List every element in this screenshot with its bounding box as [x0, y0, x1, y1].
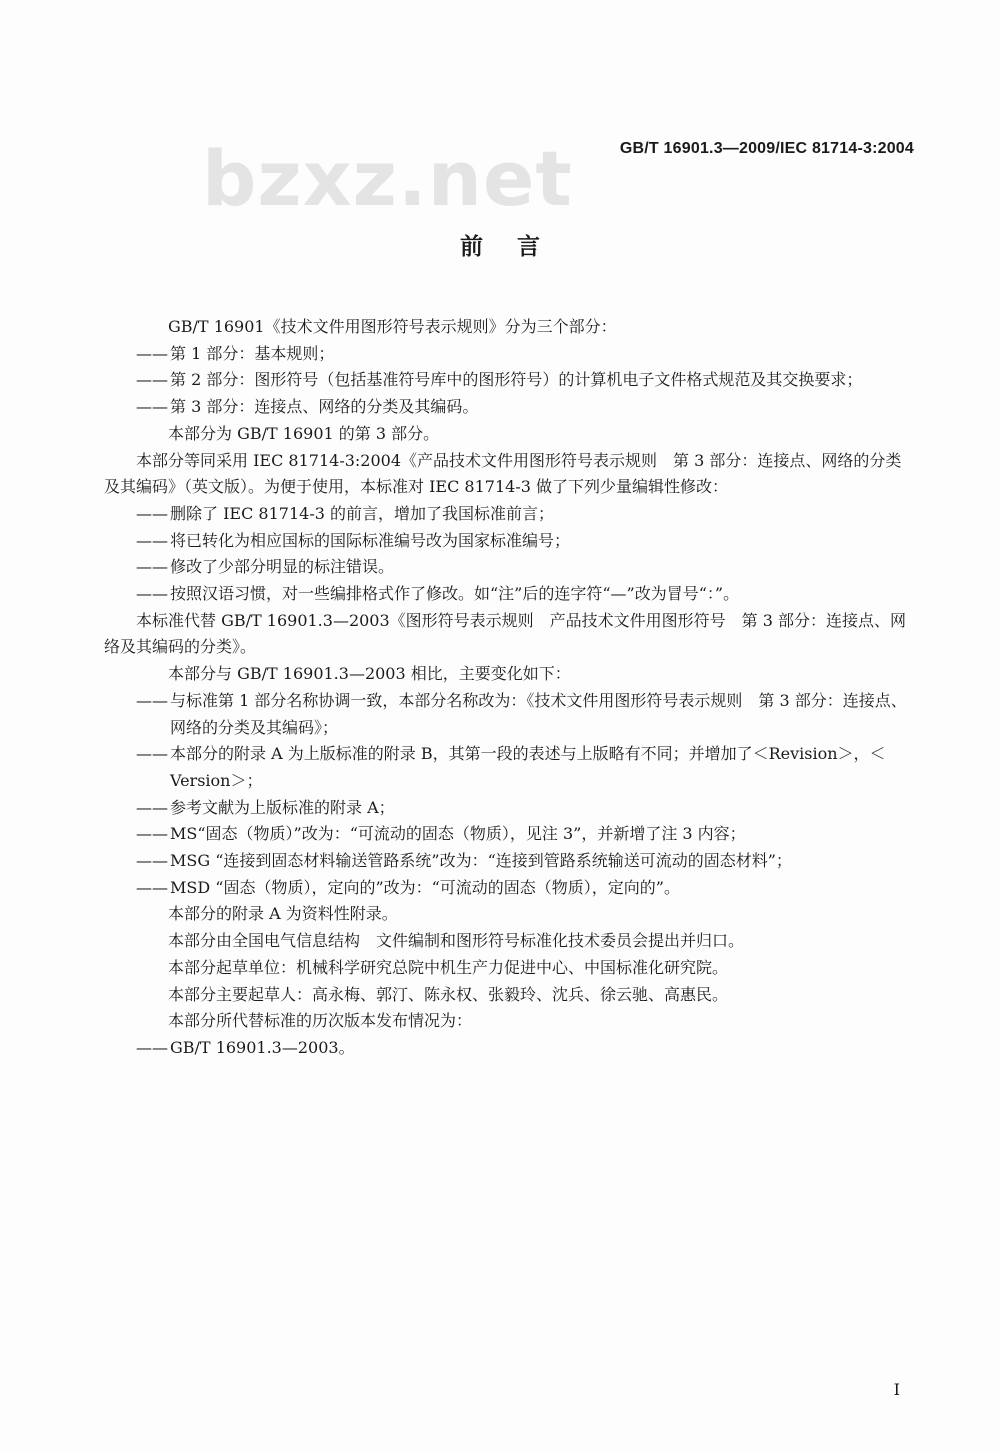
- list-item-text: 修改了少部分明显的标注错误。: [170, 557, 395, 577]
- page-title: 前言: [460, 234, 574, 260]
- list-item: [136, 341, 916, 368]
- list-item-text: MSD “固态（物质），定向的”改为：“可流动的固态（物质），定向的”。: [170, 877, 680, 897]
- list-item: [136, 528, 916, 555]
- dash-prefix: ——: [136, 584, 168, 604]
- page-number: I: [893, 1380, 900, 1399]
- list-item-text: 与标准第 1 部分名称协调一致，本部分名称改为：《技术文件用图形符号表示规则 第 3 部分：连接点、网络的分类及其编码》；: [170, 690, 907, 737]
- paragraph: 本部分与 GB/T 16901.3—2003 相比，主要变化如下：: [168, 664, 571, 684]
- list-item: [136, 848, 916, 875]
- dash-prefix: ——: [136, 397, 168, 417]
- list-item: [136, 581, 916, 608]
- dash-prefix: ——: [136, 851, 168, 871]
- list-item-text: MS“固态（物质）”改为：“可流动的固态（物质），见注 3”，并新增了注 3 内容；: [170, 824, 746, 844]
- list-item: [136, 795, 916, 822]
- dash-prefix: ——: [136, 343, 168, 363]
- dash-prefix: ——: [136, 744, 168, 764]
- dash-prefix: ——: [136, 370, 168, 390]
- list-item-text: 本部分的附录 A 为上版标准的附录 B，其第一段的表述与上版略有不同；并增加了＜Revision＞，＜Version＞；: [170, 744, 886, 790]
- dash-prefix: ——: [136, 877, 168, 897]
- list-item: [136, 554, 916, 581]
- list-item-text: GB/T 16901.3—2003。: [170, 1037, 355, 1057]
- list-item: [136, 688, 916, 741]
- dash-prefix: ——: [136, 530, 168, 550]
- paragraph: 本部分等同采用 IEC 81714-3:2004《产品技术文件用图形符号表示规则 第 3 部分：连接点、网络的分类及其编码》（英文版）。为便于使用，本标准对 IEC 81714-3 做了下列少量编辑性修改：: [104, 450, 902, 497]
- list-item-text: 第 1 部分：基本规则；: [170, 343, 335, 363]
- paragraph: 本部分起草单位：机械科学研究总院中机生产力促进中心、中国标准化研究院。: [168, 957, 729, 977]
- dash-prefix: ——: [136, 557, 168, 577]
- paragraph: 本部分所代替标准的历次版本发布情况为：: [168, 1011, 473, 1031]
- standard-number: GB/T 16901.3—2009/IEC 81714-3:2004: [619, 140, 914, 157]
- list-item-text: 删除了 IEC 81714-3 的前言，增加了我国标准前言；: [170, 503, 554, 523]
- list-item: [136, 1035, 916, 1062]
- document-body: [104, 314, 916, 1062]
- paragraph: GB/T 16901《技术文件用图形符号表示规则》分为三个部分：: [168, 317, 617, 336]
- paragraph: 本部分由全国电气信息结构 文件编制和图形符号标准化技术委员会提出并归口。: [168, 931, 745, 951]
- paragraph: 本部分的附录 A 为资料性附录。: [168, 904, 398, 924]
- list-item: [136, 875, 916, 902]
- dash-prefix: ——: [136, 797, 168, 817]
- dash-prefix: ——: [136, 690, 168, 710]
- dash-prefix: ——: [136, 824, 168, 844]
- paragraph: 本标准代替 GB/T 16901.3—2003《图形符号表示规则 产品技术文件用图形符号 第 3 部分：连接点、网络及其编码的分类》。: [104, 610, 907, 657]
- list-item-text: 参考文献为上版标准的附录 A；: [170, 797, 395, 817]
- list-item-text: 第 2 部分：图形符号（包括基准符号库中的图形符号）的计算机电子文件格式规范及其交换要求；: [170, 370, 863, 390]
- list-item: [136, 501, 916, 528]
- list-item: [136, 367, 916, 394]
- paragraph: 本部分主要起草人：高永梅、郭汀、陈永权、张毅玲、沈兵、徐云驰、高惠民。: [168, 984, 729, 1004]
- dash-prefix: ——: [136, 503, 168, 523]
- list-item: [136, 741, 916, 794]
- list-item-text: 将已转化为相应国标的国际标准编号改为国家标准编号；: [170, 530, 571, 550]
- list-item: [136, 821, 916, 848]
- list-item: [136, 394, 916, 421]
- paragraph: 本部分为 GB/T 16901 的第 3 部分。: [168, 423, 440, 443]
- watermark: bzxz.net: [202, 134, 573, 223]
- dash-prefix: ——: [136, 1037, 168, 1057]
- list-item-text: 第 3 部分：连接点、网络的分类及其编码。: [170, 397, 479, 417]
- list-item-text: MSG “连接到固态材料输送管路系统”改为：“连接到管路系统输送可流动的固态材料”；: [170, 851, 792, 871]
- list-item-text: 按照汉语习惯，对一些编排格式作了修改。如“注”后的连字符“—”改为冒号“：”。: [170, 584, 740, 604]
